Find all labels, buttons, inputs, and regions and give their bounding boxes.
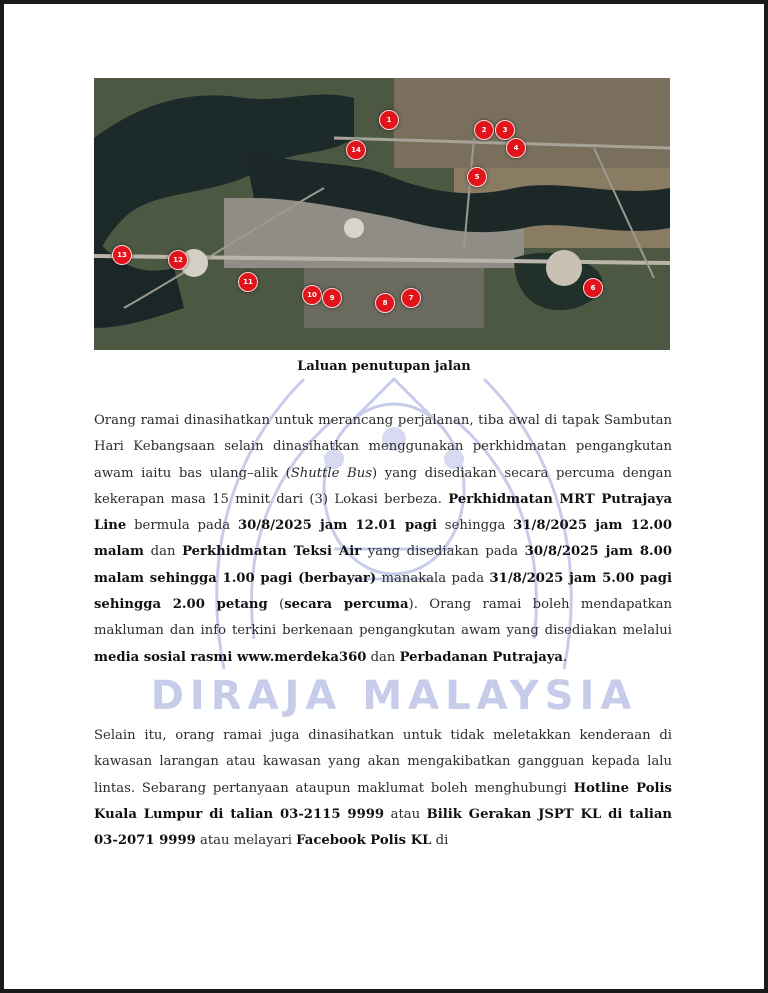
p1-water-taxi-free-time: 31/8/2025 jam 5.00 pagi sehingga 2.00 petang [94, 570, 672, 613]
p1-mrt-start: 30/8/2025 jam 12.01 pagi [237, 518, 437, 534]
p1-water-taxi-paid: 30/8/2025 jam 8.00 malam sehingga 1.00 pagi (berbayar) [94, 544, 672, 586]
map-marker-9: 9 [322, 288, 342, 308]
watermark-text: DIRAJA MALAYSIA [150, 673, 638, 719]
map-marker-12: 12 [168, 250, 188, 270]
p1-text-9: ). Orang ramai boleh mendapatkan makluman dan info terkini berkenaan pengangkutan awam yang disediakan melalui [94, 597, 672, 639]
map-marker-6: 6 [583, 278, 603, 298]
map-marker-5: 5 [467, 167, 487, 187]
map-marker-2: 2 [474, 120, 494, 140]
p1-text-6: yang disediakan pada [361, 544, 525, 560]
p1-free: secara percuma [284, 597, 409, 613]
map-marker-1: 1 [379, 110, 399, 130]
map-marker-13: 13 [112, 245, 132, 265]
p1-mrt-service: Perkhidmatan MRT Putrajaya Line [94, 491, 672, 534]
map-marker-11: 11 [238, 272, 258, 292]
p1-text-2: ) yang disediakan secara percuma dengan kekerapan masa 15 minit dari (3) Lokasi berbeza. [94, 465, 672, 507]
p2-text-1: Selain itu, orang ramai juga dinasihatkan untuk tidak meletakkan kenderaan di kawasan larangan atau kawasan yang akan mengakibatkan gangguan kepada lalu lintas. Sebarang pertanyaan ataupun maklumat boleh menghubungi [94, 728, 672, 796]
p2-text-3: atau melayari [195, 833, 297, 849]
paragraph-parking-hotline [94, 723, 672, 854]
p1-text-3: bermula pada [126, 518, 238, 534]
road-closure-map [94, 78, 670, 350]
p1-text-11: . [562, 649, 568, 665]
map-marker-3: 3 [495, 120, 515, 140]
p1-mrt-end: 31/8/2025 jam 12.00 malam [94, 518, 673, 560]
p1-text-7: manakala pada [376, 570, 490, 586]
p1-text-5: dan [144, 544, 183, 560]
map-caption: Laluan penutupan jalan [297, 359, 471, 374]
p1-text-1: Orang ramai dinasihatkan untuk merancang perjalanan, tiba awal di tapak Sambutan Hari Kebangsaan selain dinasihatkan menggunakan perkhidmatan pengangkutan awam iaitu bas ulang–alik ( [94, 413, 672, 481]
map-marker-10: 10 [302, 285, 322, 305]
document-page [4, 4, 764, 989]
p1-shuttle-bus: Shuttle Bus [290, 465, 372, 481]
p1-perbadanan: Perbadanan Putrajaya [399, 649, 563, 665]
p2-facebook: Facebook Polis KL [296, 833, 432, 849]
p1-text-8: ( [267, 597, 285, 613]
map-marker-14: 14 [346, 140, 366, 160]
p1-text-10: dan [366, 649, 400, 665]
p2-text-4: di [431, 833, 449, 849]
map-marker-4: 4 [506, 138, 526, 158]
p1-text-4: sehingga [437, 518, 514, 534]
p1-water-taxi: Perkhidmatan Teksi Air [182, 544, 362, 560]
map-marker-7: 7 [401, 288, 421, 308]
p1-social-media: media sosial rasmi www.merdeka360 [94, 649, 367, 665]
map-marker-8: 8 [375, 293, 395, 313]
p2-hotline-kl: Hotline Polis Kuala Lumpur di talian 03-2115 9999 [94, 780, 672, 822]
paragraph-transport-info [94, 408, 672, 671]
p2-text-2: atau [384, 806, 427, 822]
p2-jspt-kl: Bilik Gerakan JSPT KL di talian 03-2071 9999 [94, 806, 673, 849]
